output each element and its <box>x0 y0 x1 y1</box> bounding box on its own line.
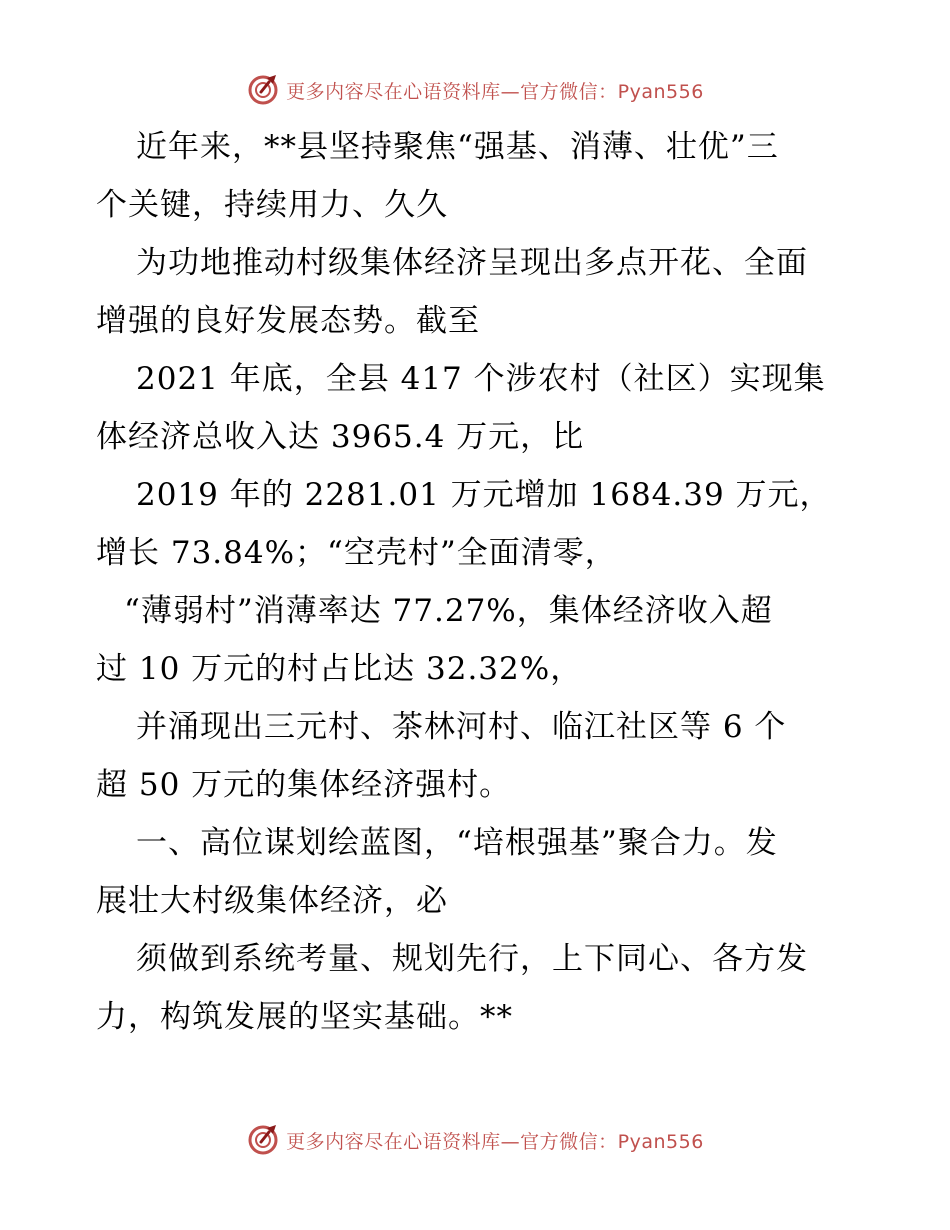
paragraph-8-line-1: 须做到系统考量、规划先行，上下同心、各方发 <box>136 941 808 977</box>
paragraph-3-line-1: 2021 年底，全县 417 个涉农村（社区）实现集 <box>136 361 826 397</box>
paragraph-6-line-1: 并涌现出三元村、茶林河村、临江社区等 6 个 <box>136 709 787 745</box>
header-watermark <box>0 70 950 110</box>
paragraph-1-line-1: 近年来，**县坚持聚焦“强基、消薄、壮优”三 <box>136 129 779 165</box>
paragraph-5-line-2: 过 10 万元的村占比达 32.32%， <box>96 651 583 687</box>
pen-circle-logo-icon <box>246 1123 280 1157</box>
paragraph-7-line-2: 展壮大村级集体经济，必 <box>96 883 448 919</box>
paragraph-3-line-2: 体经济总收入达 3965.4 万元，比 <box>96 419 585 455</box>
paragraph-5-line-1: “薄弱村”消薄率达 77.27%，集体经济收入超 <box>124 593 773 629</box>
pen-circle-logo-icon <box>246 73 280 107</box>
paragraph-2-line-1: 为功地推动村级集体经济呈现出多点开花、全面 <box>136 245 808 281</box>
paragraph-4-line-2: 增长 73.84%；“空壳村”全面清零， <box>96 535 617 571</box>
paragraph-1-line-2: 个关键，持续用力、久久 <box>96 187 448 223</box>
paragraph-8-line-2: 力，构筑发展的坚实基础。** <box>96 999 513 1035</box>
paragraph-2-line-2: 增强的良好发展态势。截至 <box>96 303 480 339</box>
footer-watermark <box>0 1120 950 1160</box>
paragraph-6-line-2: 超 50 万元的集体经济强村。 <box>96 767 512 803</box>
watermark-text: 更多内容尽在心语资料库—官方微信：Pyan556 <box>286 80 704 103</box>
watermark-text: 更多内容尽在心语资料库—官方微信：Pyan556 <box>286 1130 704 1153</box>
paragraph-4-line-1: 2019 年的 2281.01 万元增加 1684.39 万元， <box>136 477 832 513</box>
paragraph-7-line-1: 一、高位谋划绘蓝图，“培根强基”聚合力。发 <box>136 825 778 861</box>
